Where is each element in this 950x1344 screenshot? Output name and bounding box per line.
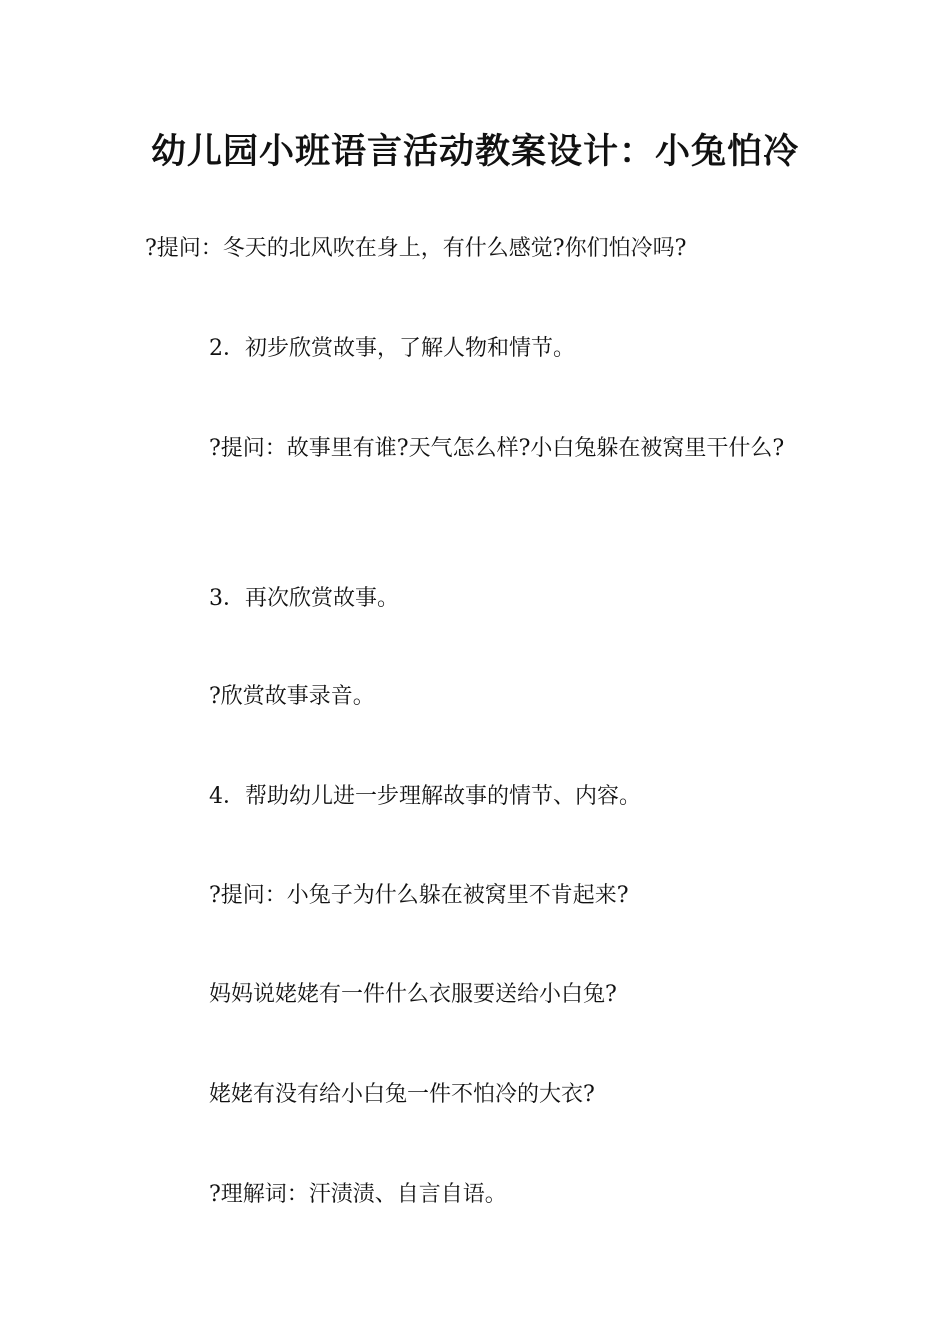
paragraph-question-coat: 姥姥有没有给小白兔一件不怕冷的大衣?	[209, 1082, 595, 1107]
document-title: 幼儿园小班语言活动教案设计：小兔怕冷	[150, 132, 799, 172]
paragraph-question-story: ?提问：故事里有谁?天气怎么样?小白兔躲在被窝里干什么?	[209, 436, 785, 461]
paragraph-vocabulary: ?理解词：汗渍渍、自言自语。	[209, 1182, 507, 1207]
paragraph-step-3: 3．再次欣赏故事。	[209, 586, 399, 611]
paragraph-question-clothes: 妈妈说姥姥有一件什么衣服要送给小白兔?	[209, 982, 617, 1007]
paragraph-listen-recording: ?欣赏故事录音。	[209, 684, 375, 709]
paragraph-question-cold: ?提问：冬天的北风吹在身上，有什么感觉?你们怕冷吗?	[145, 236, 687, 261]
paragraph-step-2: 2．初步欣赏故事，了解人物和情节。	[209, 336, 575, 361]
paragraph-question-rabbit: ?提问：小兔子为什么躲在被窝里不肯起来?	[209, 883, 629, 908]
paragraph-step-4: 4．帮助幼儿进一步理解故事的情节、内容。	[209, 784, 641, 809]
